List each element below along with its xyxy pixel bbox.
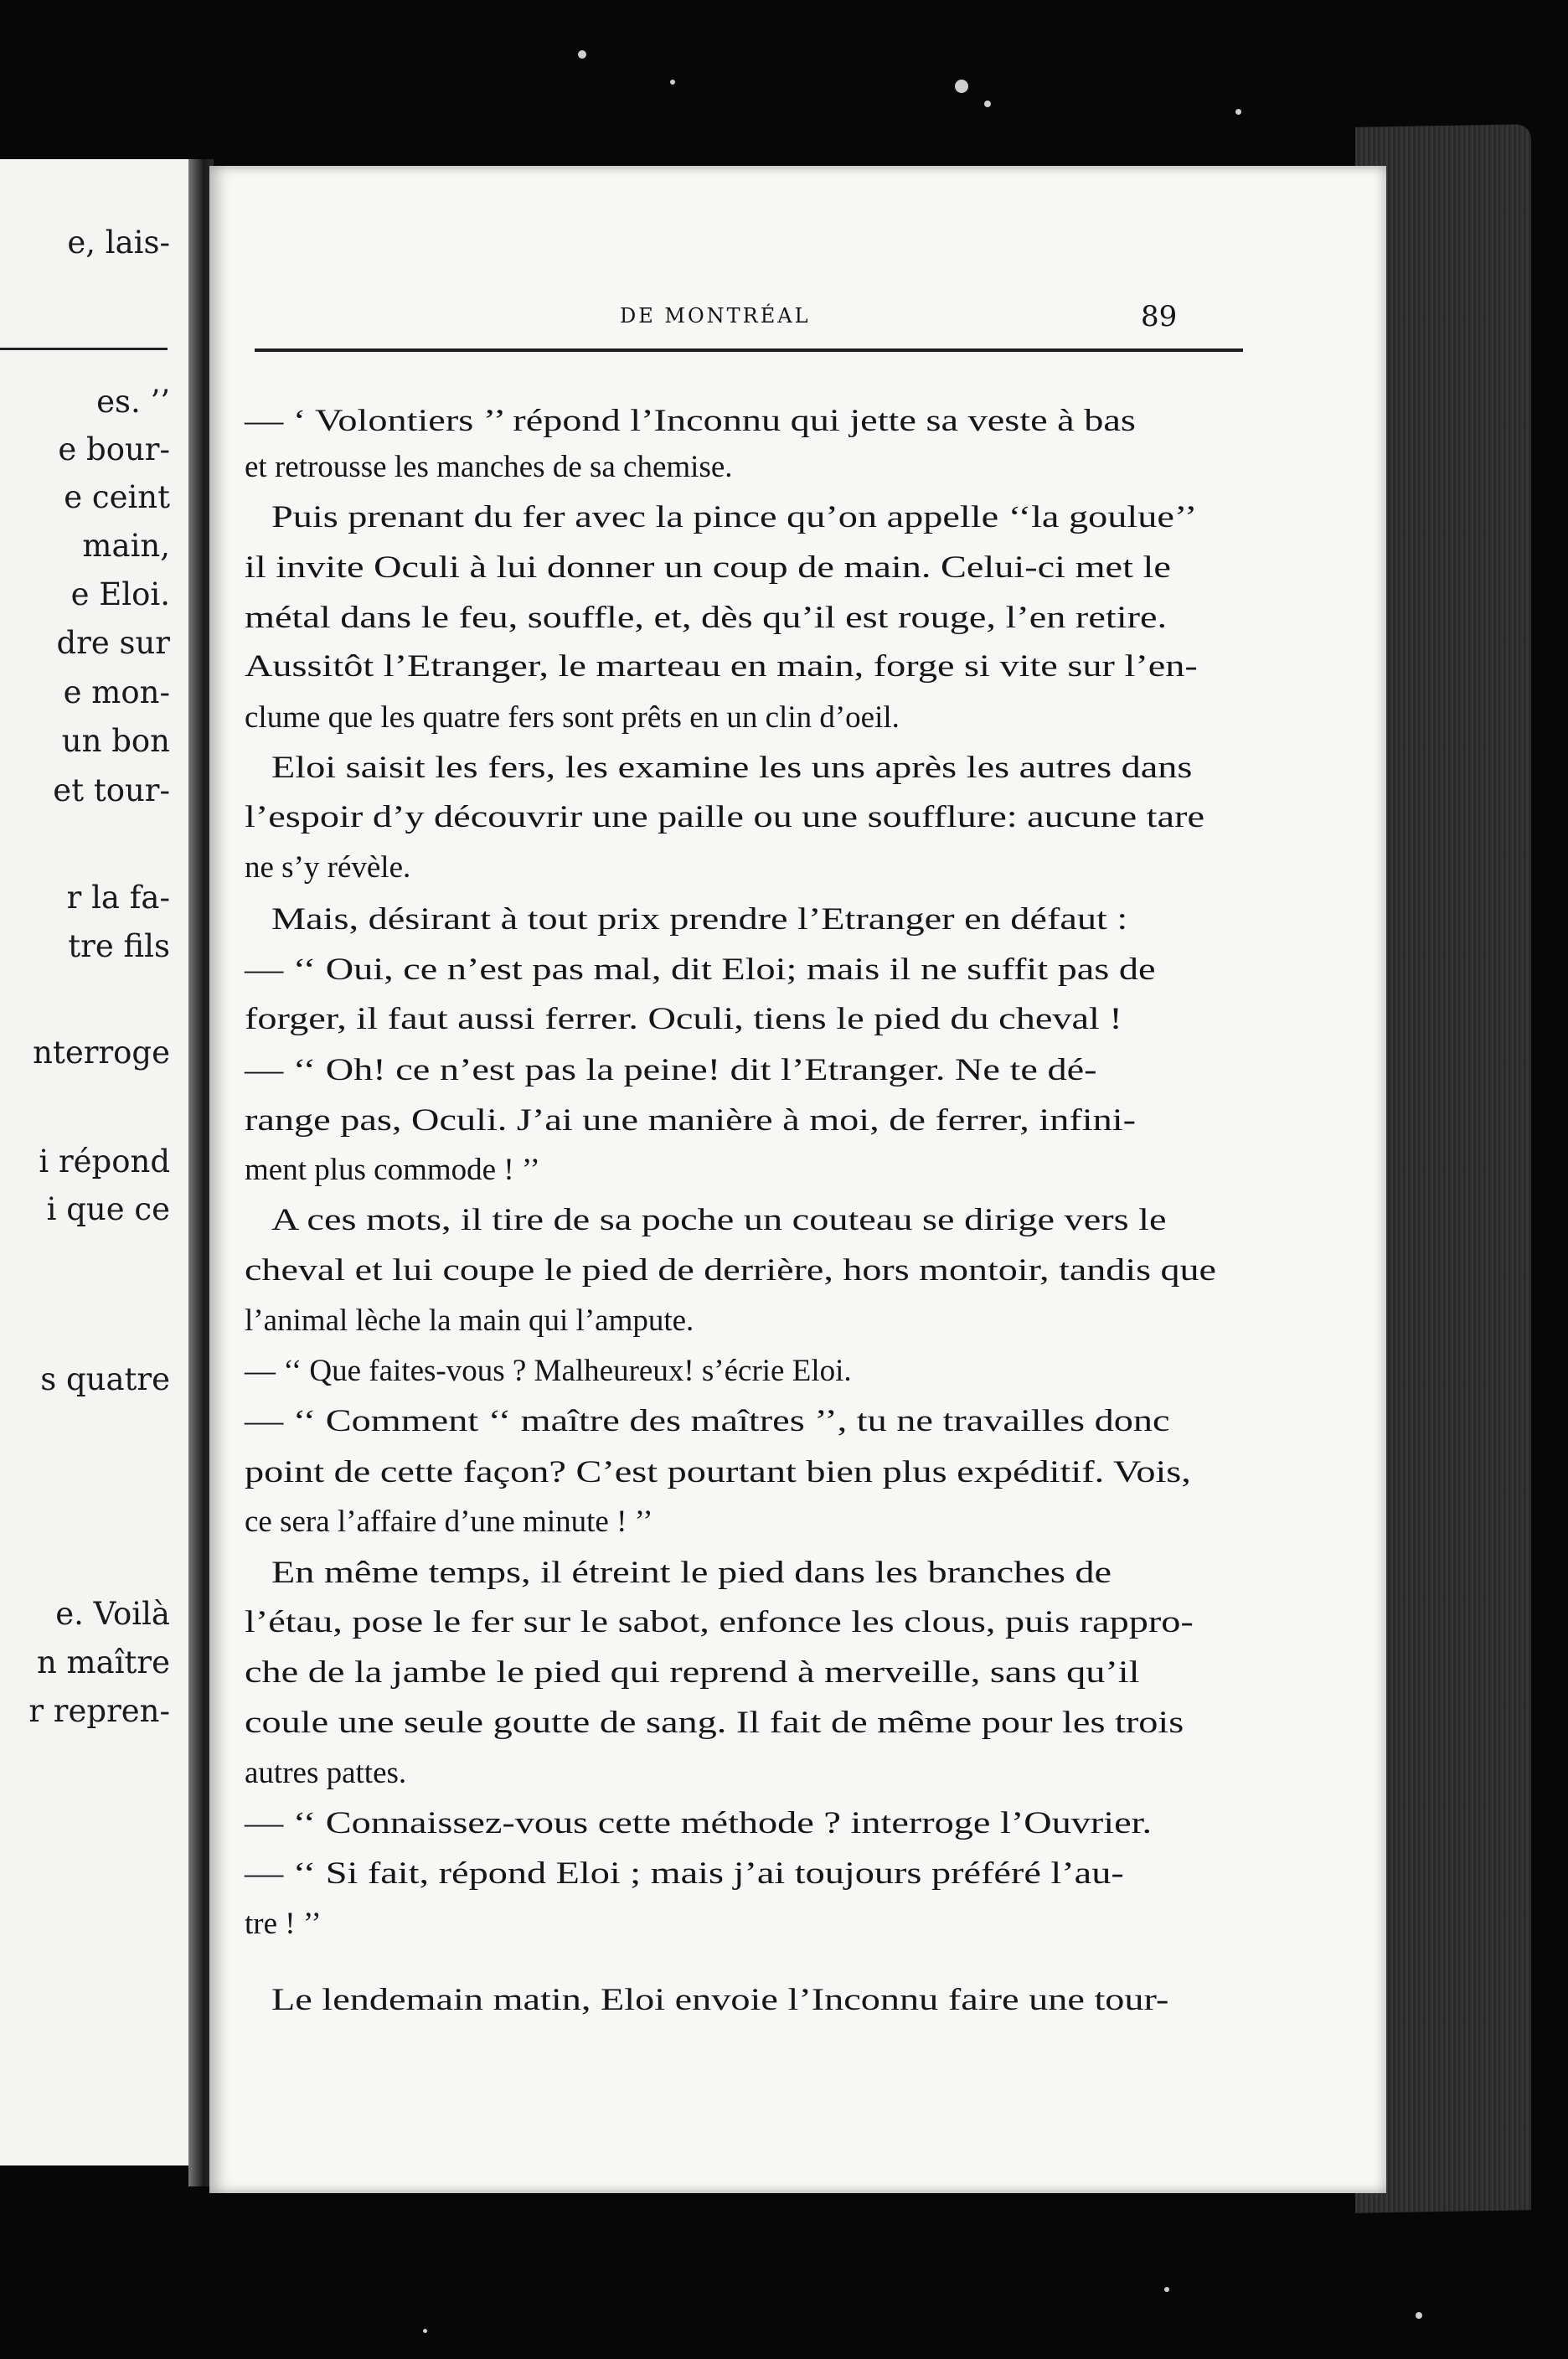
left-page-line: main, [82,528,170,564]
dust-speck [578,50,586,59]
body-line: range pas, Oculi. J’ai une manière à moi, de ferrer, infini- [245,1103,1137,1138]
body-line: En même temps, il étreint le pied dans les branches de [271,1556,1112,1590]
body-line: — ‘‘ Connaissez-vous cette méthode ? interroge l’Ouvrier. [245,1806,1153,1840]
left-page-line: e Eloi. [70,576,170,612]
page-number: 89 [1141,300,1178,333]
body-line: il invite Oculi à lui donner un coup de main. Celui-ci met le [245,550,1171,585]
body-line: métal dans le feu, souffle, et, dès qu’il est rouge, l’en retire. [245,601,1168,635]
left-page-line: un bon [61,723,170,759]
left-page-line: e bour- [58,431,170,467]
left-page-line: n maître [36,1644,170,1680]
body-line: l’étau, pose le fer sur le sabot, enfonce les clous, puis rappro- [245,1605,1194,1639]
body-line: — ‘ Volontiers ’’ répond l’Inconnu qui jette sa veste à bas [245,404,1136,438]
dust-speck [670,80,675,85]
body-line: ne s’y révèle. [245,850,411,885]
body-line: Puis prenant du fer avec la pince qu’on appelle ‘‘la goulue’’ [271,500,1198,534]
body-line: ce sera l’affaire d’une minute ! ’’ [245,1505,653,1539]
left-page-line: e mon- [63,674,170,710]
left-page-line: tre fils [68,928,170,964]
body-line: Aussitôt l’Etranger, le marteau en main, forge si vite sur l’en- [245,649,1198,684]
body-line: A ces mots, il tire de sa poche un couteau se dirige vers le [271,1203,1167,1237]
body-line: tre ! ’’ [245,1907,322,1941]
body-line: Mais, désirant à tout prix prendre l’Etranger en défaut : [271,902,1128,937]
left-page-line: e, lais- [67,225,170,261]
right-page [209,166,1386,2193]
left-page-line: e. Voilà [55,1596,170,1632]
body-line: — ‘‘ Comment ‘‘ maître des maîtres ’’, tu ne travailles donc [245,1404,1170,1438]
body-line: clume que les quatre fers sont prêts en un clin d’oeil. [245,700,900,735]
body-line: et retrousse les manches de sa chemise. [245,450,733,484]
body-line: Le lendemain matin, Eloi envoie l’Inconnu faire une tour- [271,1983,1169,2017]
dust-speck [1164,2287,1169,2292]
dust-speck [984,101,991,107]
left-page-line: es. ’’ [96,384,170,420]
left-page-rule [0,348,168,350]
body-line: Eloi saisit les fers, les examine les uns après les autres dans [271,751,1193,785]
left-page-line: i répond [39,1143,170,1180]
left-facing-page [0,159,193,2165]
left-page-line: e ceint [64,479,170,515]
header-rule [255,348,1243,352]
body-line: forger, il faut aussi ferrer. Oculi, tiens le pied du cheval ! [245,1002,1122,1036]
dust-speck [423,2329,427,2333]
body-line: — ‘‘ Que faites-vous ? Malheureux! s’écrie Eloi. [245,1354,852,1388]
dust-speck [955,80,968,93]
body-line: point de cette façon? C’est pourtant bien plus expéditif. Vois, [245,1455,1191,1489]
body-line: — ‘‘ Oui, ce n’est pas mal, dit Eloi; mais il ne suffit pas de [245,952,1156,987]
body-line: cheval et lui coupe le pied de derrière, hors montoir, tandis que [245,1253,1216,1288]
left-page-line: et tour- [53,772,170,808]
left-page-line: dre sur [56,625,170,661]
running-head: DE MONTRÉAL [620,304,811,328]
dust-speck [1235,109,1241,115]
left-page-line: s quatre [40,1361,170,1397]
left-page-line: i que ce [46,1191,170,1227]
body-line: ment plus commode ! ’’ [245,1153,540,1187]
body-line: — ‘‘ Oh! ce n’est pas la peine! dit l’Etranger. Ne te dé- [245,1053,1097,1087]
body-line: che de la jambe le pied qui reprend à merveille, sans qu’il [245,1655,1140,1690]
body-line: l’espoir d’y découvrir une paille ou une soufflure: aucune tare [245,800,1204,834]
dust-speck [1416,2312,1422,2319]
body-line: — ‘‘ Si fait, répond Eloi ; mais j’ai toujours préféré l’au- [245,1856,1124,1891]
left-page-line: nterroge [33,1035,170,1071]
body-line: coule une seule goutte de sang. Il fait de même pour les trois [245,1706,1184,1740]
body-line: l’animal lèche la main qui l’ampute. [245,1303,694,1338]
left-page-line: r la fa- [66,880,170,916]
body-line: autres pattes. [245,1756,407,1790]
left-page-line: r repren- [28,1693,170,1729]
